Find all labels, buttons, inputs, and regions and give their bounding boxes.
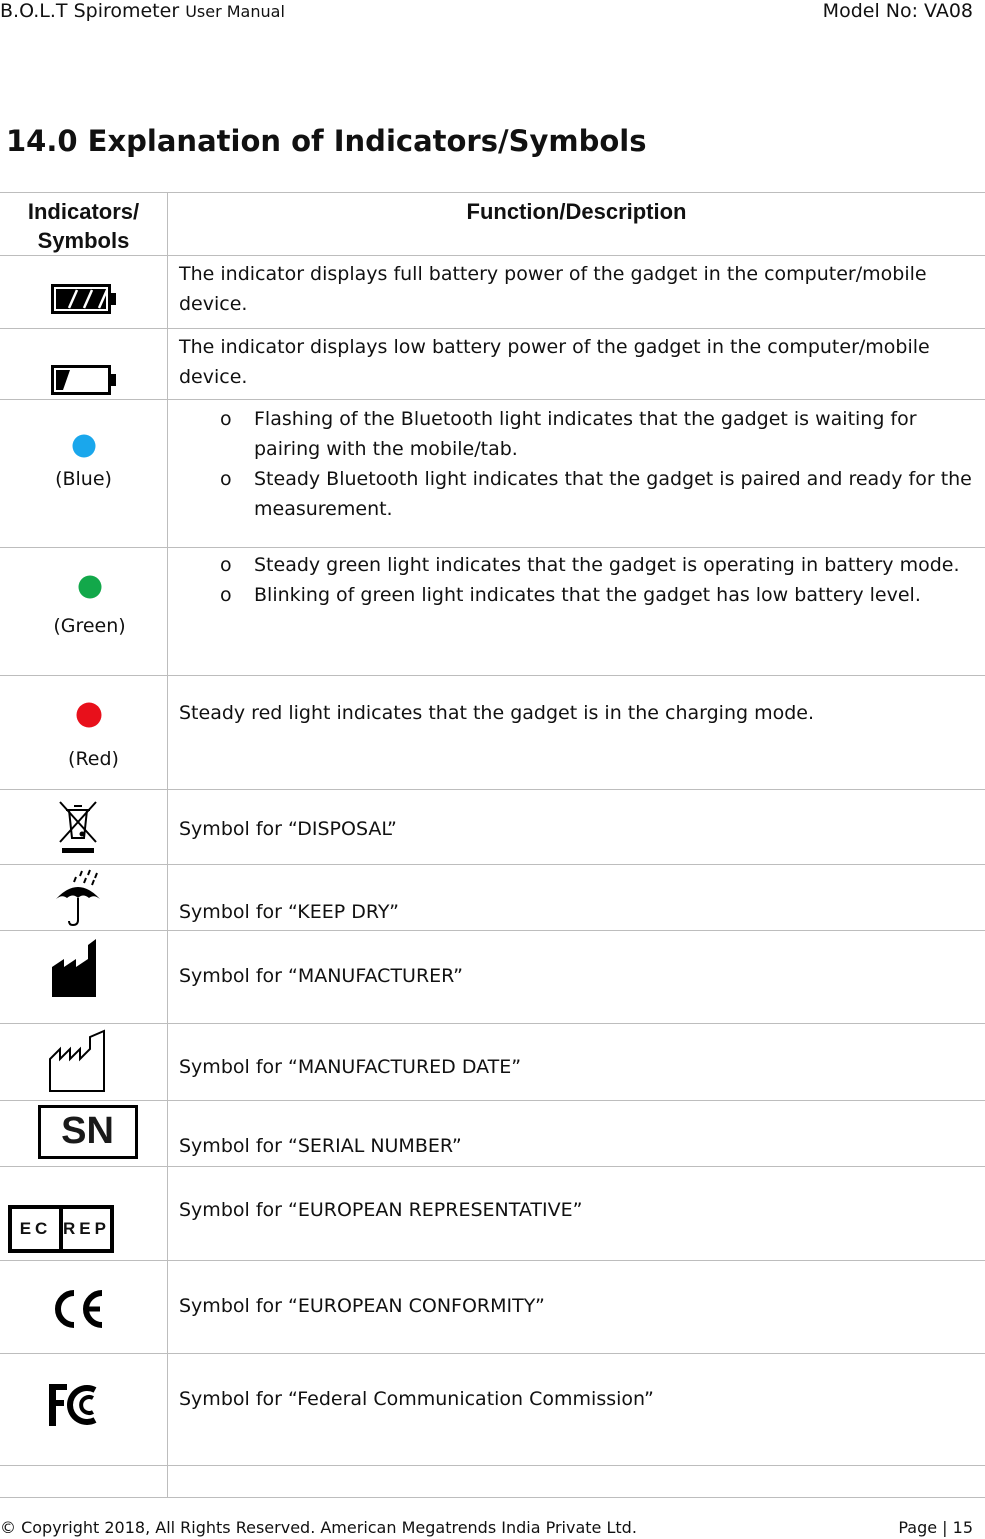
table-row [0, 548, 985, 676]
battery-full-icon [51, 284, 117, 314]
description-cell [168, 329, 985, 400]
ec-rep-description: Symbol for “EUROPEAN REPRESENTATIVE” [179, 1199, 583, 1221]
table-row [0, 865, 985, 931]
serial-number-symbol-text: SN [61, 1110, 114, 1152]
footer-page-number: Page | 15 [898, 1518, 973, 1537]
disposal-description: Symbol for “DISPOSAL” [179, 818, 397, 840]
table-header-row [0, 193, 985, 256]
description-cell [168, 1024, 985, 1101]
description-cell [168, 865, 985, 931]
description-cell [168, 400, 985, 548]
bullet-marker: o [220, 584, 232, 606]
product-name: B.O.L.T Spirometer [0, 0, 180, 22]
description-cell [168, 256, 985, 329]
bullet-marker: o [220, 554, 232, 576]
keep-dry-description: Symbol for “KEEP DRY” [179, 901, 399, 923]
bullet-item [179, 550, 985, 580]
symbol-cell [0, 1466, 168, 1498]
green-led-icon [78, 575, 102, 599]
low-battery-description: The indicator displays low battery power of the gadget in the computer/mobile device. [179, 336, 930, 388]
full-battery-description: The indicator displays full battery power of the gadget in the computer/mobile device. [179, 263, 927, 315]
serial-number-icon [38, 1105, 138, 1159]
symbol-cell [0, 931, 168, 1024]
section-title: 14.0 Explanation of Indicators/Symbols [6, 124, 647, 158]
description-cell [168, 1261, 985, 1354]
battery-low-icon [51, 365, 117, 395]
ce-description: Symbol for “EUROPEAN CONFORMITY” [179, 1295, 545, 1317]
symbol-cell [0, 676, 168, 790]
column-header-description: Function/Description [168, 193, 985, 256]
symbol-cell [0, 256, 168, 329]
table-row [0, 1101, 985, 1167]
table-row [0, 256, 985, 329]
fcc-logo-icon [47, 1380, 109, 1430]
rep-label: REP [63, 1219, 110, 1238]
bullet-item [179, 404, 977, 464]
symbol-cell [0, 400, 168, 548]
description-cell [168, 1101, 985, 1167]
symbol-cell [0, 1024, 168, 1101]
symbol-cell [0, 1261, 168, 1354]
document-type: User Manual [185, 2, 285, 21]
red-light-description: Steady red light indicates that the gadget is in the charging mode. [179, 702, 815, 724]
table-row [0, 931, 985, 1024]
bullet-item [179, 464, 977, 524]
bullet-marker: o [220, 468, 232, 490]
symbol-cell [0, 1167, 168, 1261]
symbol-cell [0, 1354, 168, 1466]
green-bullet-1: Steady green light indicates that the gadget is operating in battery mode. [254, 554, 960, 576]
symbol-cell [0, 790, 168, 865]
column-header-symbols: Indicators/ Symbols [0, 193, 168, 256]
disposal-bin-icon [56, 798, 100, 856]
keep-dry-umbrella-icon [52, 867, 104, 927]
description-cell [168, 790, 985, 865]
fcc-description: Symbol for “Federal Communication Commission” [179, 1388, 654, 1410]
footer-copyright: © Copyright 2018, All Rights Reserved. American Megatrends India Private Ltd. [0, 1518, 637, 1537]
description-cell [168, 1354, 985, 1466]
manufactured-date-icon [48, 1029, 108, 1093]
description-cell [168, 1167, 985, 1261]
table-row [0, 1354, 985, 1466]
manufacturer-factory-icon [50, 937, 106, 999]
bullet-marker: o [220, 408, 232, 430]
ec-label: EC [12, 1209, 63, 1249]
description-cell [168, 548, 985, 676]
red-led-icon [76, 702, 102, 728]
blue-caption: (Blue) [55, 468, 112, 490]
table-row-empty [0, 1466, 985, 1498]
description-cell [168, 1466, 985, 1498]
header-product [0, 0, 285, 22]
manufacturer-description: Symbol for “MANUFACTURER” [179, 965, 463, 987]
table-row [0, 1167, 985, 1261]
table-row [0, 790, 985, 865]
green-bullet-2: Blinking of green light indicates that the gadget has low battery level. [254, 584, 921, 606]
symbols-table [0, 192, 985, 1498]
table-row [0, 1024, 985, 1101]
serial-number-description: Symbol for “SERIAL NUMBER” [179, 1135, 462, 1157]
table-row [0, 329, 985, 400]
symbol-cell [0, 329, 168, 400]
model-number: Model No: VA08 [822, 0, 973, 22]
bullet-item [179, 580, 985, 610]
blue-bullet-2: Steady Bluetooth light indicates that the gadget is paired and ready for the measurement. [254, 468, 972, 520]
symbol-cell [0, 1101, 168, 1167]
ec-rep-icon [8, 1205, 114, 1253]
symbol-cell [0, 548, 168, 676]
table-row [0, 1261, 985, 1354]
table-row [0, 676, 985, 790]
green-caption: (Green) [53, 615, 126, 637]
manufactured-date-description: Symbol for “MANUFACTURED DATE” [179, 1056, 522, 1078]
ce-mark-icon [50, 1289, 106, 1329]
red-caption: (Red) [68, 748, 119, 770]
description-cell [168, 676, 985, 790]
blue-led-icon [72, 434, 96, 458]
table-row [0, 400, 985, 548]
symbol-cell [0, 865, 168, 931]
description-cell [168, 931, 985, 1024]
blue-bullet-1: Flashing of the Bluetooth light indicates that the gadget is waiting for pairing with the mobile/tab. [254, 408, 917, 460]
